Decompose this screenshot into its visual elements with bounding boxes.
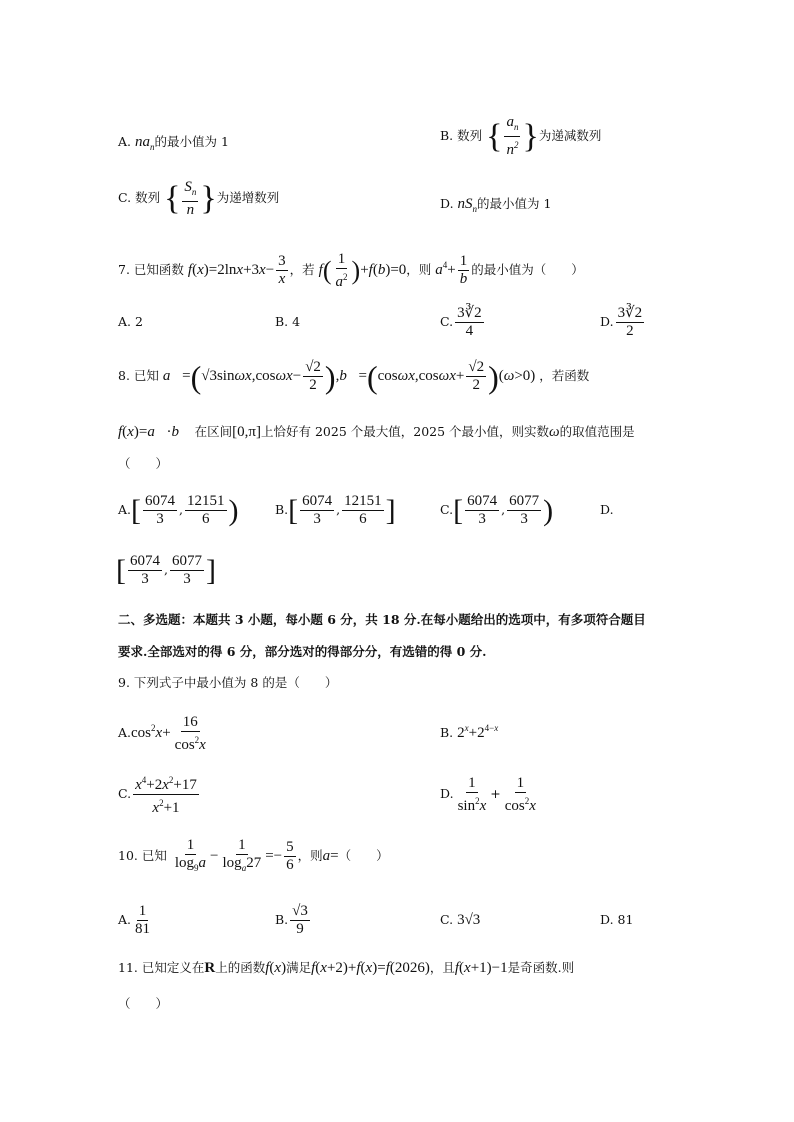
q11-stem: 11. 已知定义在R上的函数f(x)满足f(x+2)+f(x)=f(2026)，且f(x+1)−1是奇函数.则: [118, 960, 575, 976]
q6-d-formula: $nS_n$: [457, 196, 478, 214]
q10-option-b[interactable]: B. $\frac{√3}{9}$: [275, 903, 308, 937]
section2-heading-line2: 要求.全部选对的得 6 分，部分选对的得部分分，有选错的得 0 分.: [118, 644, 487, 659]
q8-function: f(x)=a⃗·b⃗: [118, 424, 191, 440]
q9-options-row2: [118, 770, 678, 818]
q7-option-c[interactable]: C. $\frac{3∛2}{4}$: [440, 305, 482, 339]
q9-option-a[interactable]: $A.\cos^2x+$ $\frac{16}{\cos^2x}$: [118, 713, 206, 753]
q8-paren: （ ）: [118, 456, 169, 471]
q7-stem: 7. 已知函数 f(x)=2lnx+3x− $\frac{3}{x}$ ，若 f( $\frac{1}{a^2}$ )+f(b)=0，则 $a^4+$ $\frac{1}{b}$ 的最小值为（ ）: [118, 250, 584, 290]
q8-option-a[interactable]: A.[ $\frac{6074}{3}$ , $\frac{12151}{6}$ ): [118, 493, 239, 527]
q7-condition: f(: [318, 255, 332, 285]
q6-option-c[interactable]: C. 数列 { $\frac{S_n}{n}$ }为递增数列: [118, 178, 280, 218]
q8-option-d[interactable]: [ $\frac{6074}{3}$ , $\frac{6077}{3}$ ]: [116, 553, 216, 587]
q6-option-b[interactable]: B. 数列 { $\frac{a_n}{n^2}$ }为递减数列: [440, 114, 602, 158]
q6-option-d[interactable]: D. $nS_n$的最小值为 1: [440, 196, 552, 214]
q7-expression: $a^4+$: [435, 260, 456, 278]
q7-options: [118, 300, 678, 344]
q8-vectors: a⃗=(√3sinωx,cosωx−: [162, 358, 302, 395]
q8-interval: [0,π]: [232, 424, 261, 440]
q7-option-b[interactable]: B. 4: [275, 314, 301, 329]
q9-option-b[interactable]: B. $2^x+2^{4-x}$: [440, 723, 499, 741]
q10-option-a[interactable]: A. $\frac{1}{81}$: [118, 903, 151, 937]
q8-option-d-label[interactable]: D.: [600, 502, 614, 517]
q6-a-formula: $na_n$: [135, 134, 155, 152]
q10-stem: 10. 已知 $\frac{1}{\log_9a}$ − $\frac{1}{\log_a27}$ =− $\frac{5}{6}$ ，则a=（ ）: [118, 832, 389, 880]
section2-heading-line1: 二、多选题：本题共 3 小题，每小题 6 分，共 18 分.在每小题给出的选项中，有多项符合题目: [118, 612, 646, 627]
q8-option-b[interactable]: B.[ $\frac{6074}{3}$ , $\frac{12151}{6}$ ]: [275, 493, 396, 527]
q8-stem-line1: 8. 已知 a⃗=(√3sinωx,cosωx− $\frac{√2}{2}$ ),b⃗=(cosωx,cosωx+ $\frac{√2}{2}$ )(ω>0) ，若函数: [118, 358, 590, 395]
q9-options-row1: [118, 704, 678, 752]
q10-options: [118, 896, 678, 944]
q10-equation: $\frac{1}{\log_9a}$: [174, 836, 207, 873]
q6-b-formula: $\frac{a_n}{n^2}$: [506, 114, 519, 158]
q11-paren: （ ）: [118, 996, 169, 1011]
q8-option-c[interactable]: C.[ $\frac{6074}{3}$ , $\frac{6077}{3}$ ): [440, 493, 554, 527]
q9-option-c[interactable]: C. $\frac{x^4+2x^2+17}{x^2+1}$: [118, 770, 201, 818]
q9-option-d[interactable]: D. $\frac{1}{\sin^2x}$ + $\frac{1}{\cos^2x}$: [440, 774, 536, 814]
q7-function: f(x)=2lnx+3x−: [187, 262, 275, 278]
q10-option-c[interactable]: C. 3√3: [440, 912, 481, 928]
q8-options: [118, 486, 678, 534]
q7-option-d[interactable]: D. $\frac{3∛2}{2}$: [600, 305, 643, 339]
q9-stem: 9. 下列式子中最小值为 8 的是（ ）: [118, 675, 338, 690]
q6-option-a[interactable]: A. $na_n$的最小值为 1: [118, 134, 229, 152]
q6-c-formula: $\frac{S_n}{n}$: [184, 178, 197, 218]
q7-option-a[interactable]: A. 2: [118, 314, 143, 329]
q8-stem-line2: f(x)=a⃗·b⃗ 在区间[0,π]上恰好有 2025 个最大值，2025 个最小值，则实数ω的取值范围是: [118, 424, 635, 440]
q10-option-d[interactable]: D. 81: [600, 912, 634, 927]
